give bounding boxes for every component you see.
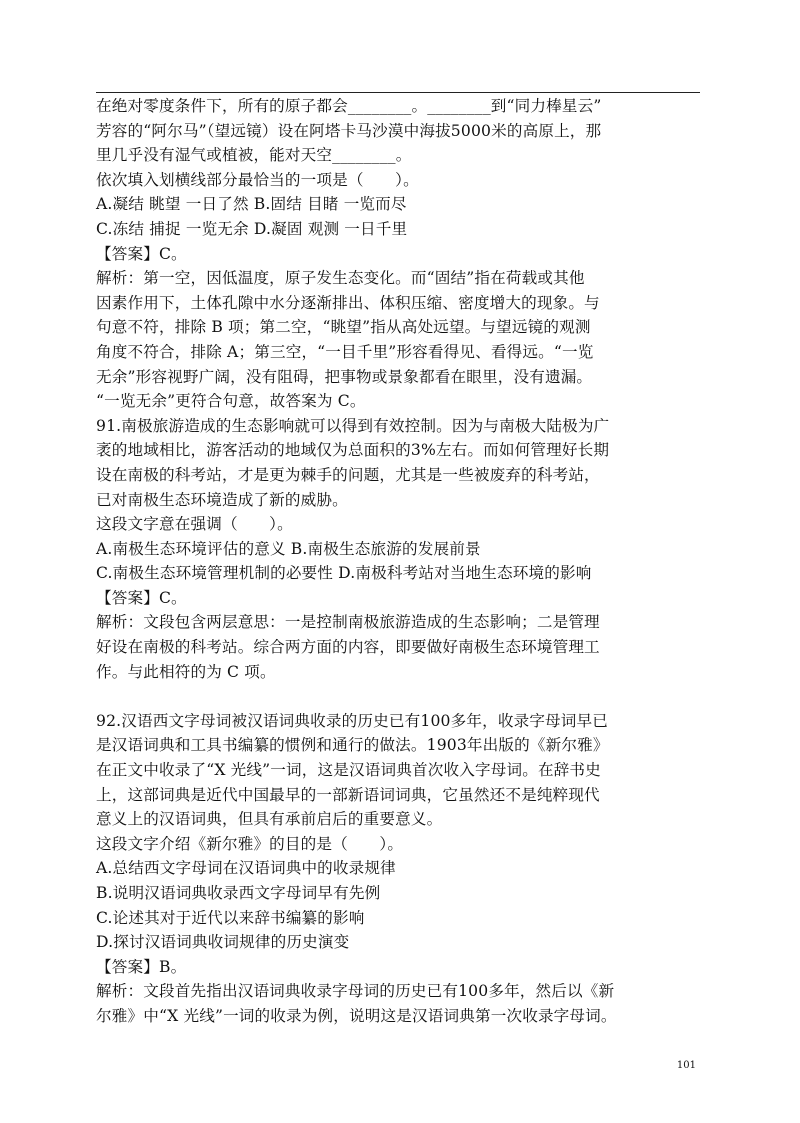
analysis-line: 解析：第一空，因低温度，原子发生态变化。而“固结”指在荷载或其他 — [96, 269, 585, 288]
question-92-line: 意义上的汉语词典，但具有承前启后的重要意义。 — [96, 810, 443, 829]
option-line: A.南极生态环境评估的意义 B.南极生态旅游的发展前景 — [96, 539, 481, 558]
page-body — [96, 94, 702, 1029]
analysis-line: 尔雅》中“X 光线”一词的收录为例，说明这是汉语词典第一次收录字母词。 — [96, 1006, 617, 1025]
option-line: C.南极生态环境管理机制的必要性 D.南极科考站对当地生态环境的影响 — [96, 564, 592, 583]
analysis-line: 解析：文段包含两层意思：一是控制南极旅游造成的生态影响；二是管理 — [96, 613, 600, 632]
question-92-line: 92.汉语西文字母词被汉语词典收录的历史已有100多年，收录字母词早已 — [96, 711, 609, 730]
option-c: C.论述其对于近代以来辞书编纂的影响 — [96, 908, 365, 927]
analysis-line: 好设在南极的科考站。综合两方面的内容，即要做好南极生态环境管理工 — [96, 638, 600, 657]
question-92-line: 在正文中收录了“X 光线”一词，这是汉语词典首次收入字母词。在辞书史 — [96, 761, 601, 780]
question-92-line: 是汉语词典和工具书编纂的惯例和通行的做法。1903年出版的《新尔雅》 — [96, 736, 609, 755]
analysis-line: 句意不符，排除 B 项；第二空，“眺望”指从高处远望。与望远镜的观测 — [96, 318, 591, 337]
answer-line: 【答案】B。 — [96, 957, 187, 976]
question-91-line: 已对南极生态环境造成了新的威胁。 — [96, 490, 348, 509]
option-line: A.凝结 眺望 一日了然 B.固结 目睹 一览而尽 — [96, 195, 407, 214]
question-prompt: 依次填入划横线部分最恰当的一项是（ ）。 — [96, 170, 419, 189]
question-prompt: 这段文字介绍《新尔雅》的目的是（ ）。 — [96, 834, 404, 853]
answer-line: 【答案】C。 — [96, 244, 187, 263]
text-line: 芳容的“阿尔马”（望远镜）设在阿塔卡马沙漠中海拔5000米的高原上，那 — [96, 121, 602, 140]
analysis-line: 角度不符合，排除 A；第三空，“一目千里”形容看得见、看得远。“一览 — [96, 342, 594, 361]
option-d: D.探讨汉语词典收词规律的历史演变 — [96, 933, 350, 952]
analysis-line: “一览无余”更符合句意，故答案为 C。 — [96, 392, 366, 411]
answer-line: 【答案】C。 — [96, 588, 187, 607]
page-number: 101 — [676, 1060, 696, 1071]
option-line: C.冻结 捕捉 一览无余 D.凝固 观测 一日千里 — [96, 219, 408, 238]
question-91-line: 91.南极旅游造成的生态影响就可以得到有效控制。因为与南极大陆极为广 — [96, 416, 610, 435]
question-91-line: 设在南极的科考站，才是更为棘手的问题，尤其是一些被废弃的科考站， — [96, 465, 600, 484]
analysis-line: 解析：文段首先指出汉语词典收录字母词的历史已有100多年，然后以《新 — [96, 982, 615, 1001]
text-line: 里几乎没有湿气或植被，能对天空________。 — [96, 146, 412, 165]
analysis-line: 作。与此相符的为 C 项。 — [96, 662, 276, 681]
option-b: B.说明汉语词典收录西文字母词早有先例 — [96, 884, 381, 902]
blank-line — [96, 684, 702, 709]
question-92-line: 上，这部词典是近代中国最早的一部新语词词典，它虽然还不是纯粹现代 — [96, 785, 600, 804]
analysis-line: 因素作用下，土体孔隙中水分逐渐排出、体积压缩、密度增大的现象。与 — [96, 293, 600, 312]
question-91-line: 袤的地域相比，游客活动的地域仅为总面积的3%左右。而如何管理好长期 — [96, 441, 610, 460]
analysis-line: 无余”形容视野广阔，没有阻碍，把事物或景象都看在眼里，没有遗漏。 — [96, 367, 593, 386]
header-rule — [96, 92, 700, 93]
text-line: 在绝对零度条件下，所有的原子都会________。________到“同力棒星云” — [96, 97, 602, 115]
option-a: A.总结西文字母词在汉语词典中的收录规律 — [96, 859, 396, 878]
question-prompt: 这段文字意在强调（ ）。 — [96, 515, 293, 534]
